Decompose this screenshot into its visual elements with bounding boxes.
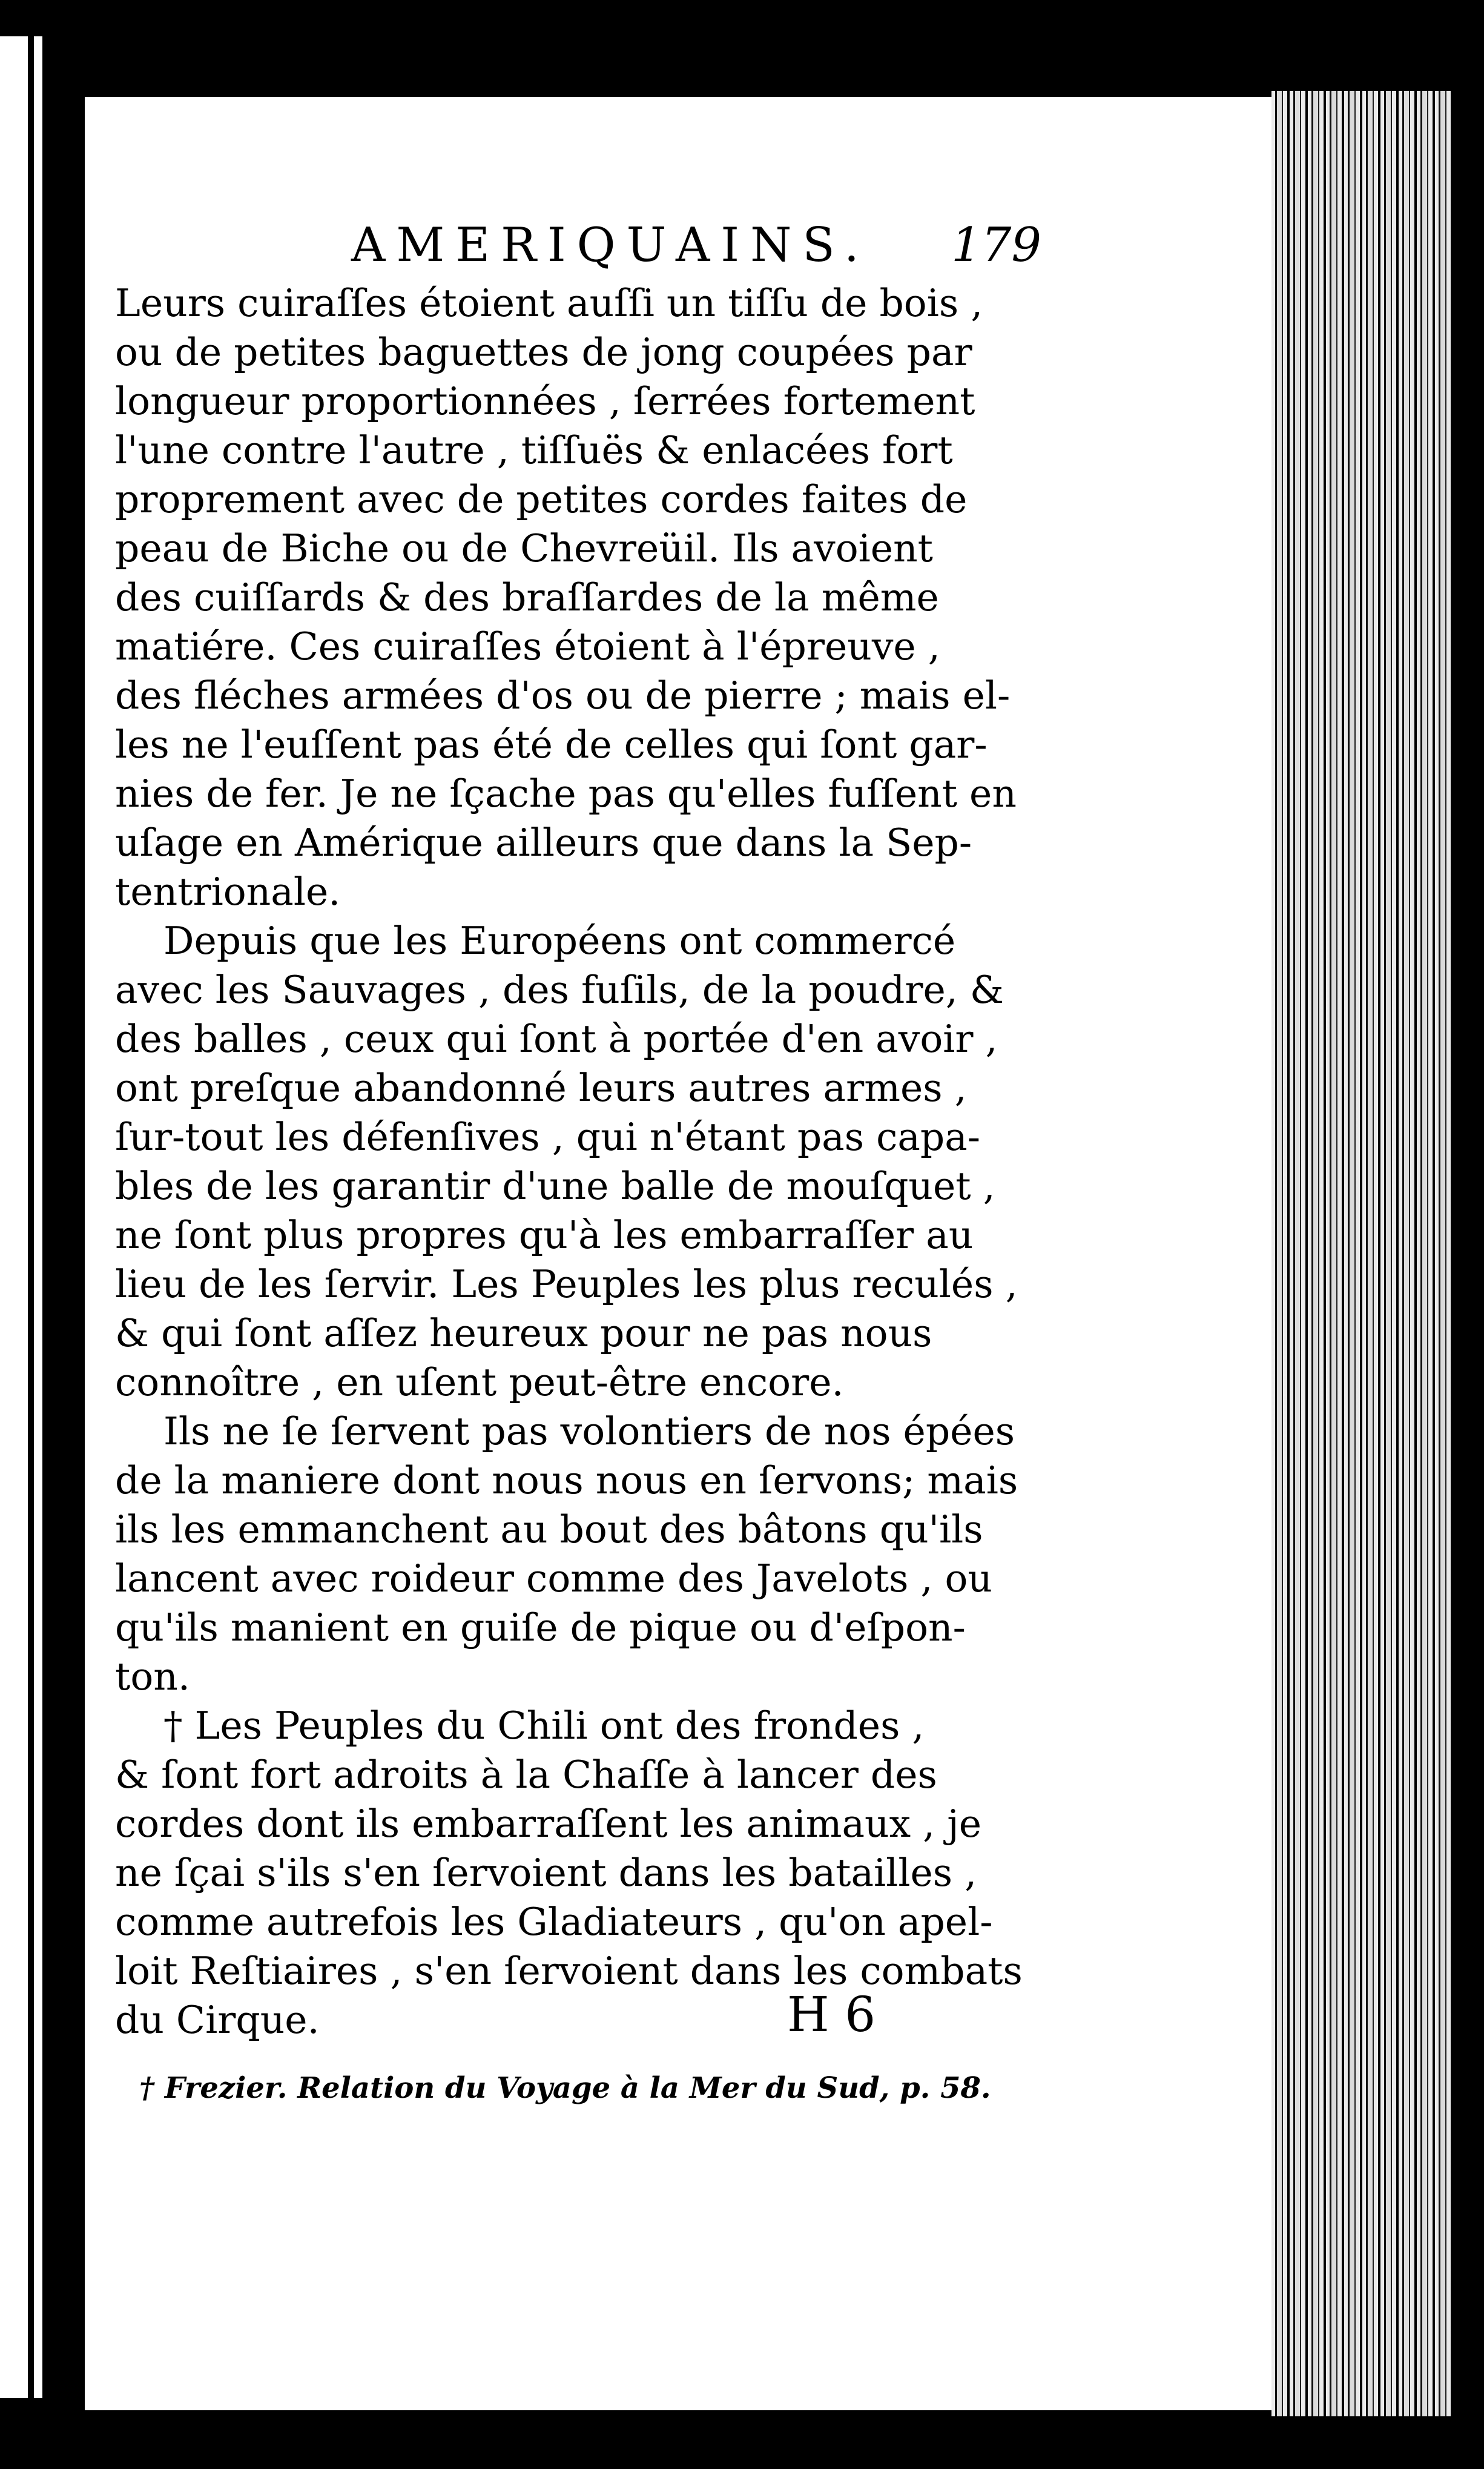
book-spine-edge — [0, 36, 42, 2398]
text-line: cordes dont ils embarraſſent les animaux , je — [115, 1802, 982, 1846]
text-line: ne ſont plus propres qu'à les embarraſſer au — [115, 1213, 974, 1257]
text-line: & ſont fort adroits à la Chaſſe à lancer des — [115, 1753, 937, 1797]
footnote: † Frezier. Relation du Voyage à la Mer du Sud, p. 58. — [139, 2071, 991, 2105]
text-line: avec les Sauvages , des fuſils, de la poudre, & — [115, 968, 1004, 1012]
text-line: Depuis que les Européens ont commercé — [163, 919, 956, 963]
body-text — [115, 279, 1060, 2044]
text-line: ont preſque abandonné leurs autres armes , — [115, 1066, 967, 1110]
text-line: tentrionale. — [115, 870, 341, 914]
text-line: Ils ne ſe ſervent pas volontiers de nos épées — [163, 1409, 1015, 1453]
signature-mark: H 6 — [787, 1986, 876, 2043]
text-line: connoître , en uſent peut-être encore. — [115, 1360, 844, 1404]
text-line: de la maniere dont nous nous en ſervons; mais — [115, 1458, 1018, 1502]
text-line: l'une contre l'autre , tiſſuës & enlacées fort — [115, 428, 953, 472]
text-line: peau de Biche ou de Chevreüil. Ils avoient — [115, 526, 933, 570]
text-line: les ne l'euſſent pas été de celles qui ſont gar- — [115, 722, 988, 767]
paragraph — [115, 916, 1060, 1407]
text-line: des cuiſſards & des braſſardes de la même — [115, 575, 939, 620]
text-line: Leurs cuiraſſes étoient auſſi un tiſſu de bois , — [115, 281, 983, 325]
text-line: matiére. Ces cuiraſſes étoient à l'épreuve , — [115, 624, 940, 669]
paragraph — [115, 1701, 1060, 2044]
text-line: uſage en Amérique ailleurs que dans la Sep- — [115, 821, 972, 865]
text-line: † Les Peuples du Chili ont des frondes , — [163, 1704, 925, 1748]
text-line: proprement avec de petites cordes faites de — [115, 477, 968, 521]
running-title: AMERIQUAINS. — [351, 218, 870, 273]
text-line: ſur-tout les défenſives , qui n'étant pas capa- — [115, 1115, 981, 1159]
paragraph — [115, 1407, 1060, 1701]
text-line: & qui ſont aſſez heureux pour ne pas nous — [115, 1311, 932, 1355]
text-line: des balles , ceux qui ſont à portée d'en avoir , — [115, 1017, 998, 1061]
page-fore-edge — [1271, 91, 1453, 2416]
text-line: nies de fer. Je ne ſçache pas qu'elles fuſſent en — [115, 772, 1017, 816]
text-line: qu'ils manient en guiſe de pique ou d'eſpon- — [115, 1605, 966, 1650]
text-line: ils les emmanchent au bout des bâtons qu'ils — [115, 1507, 983, 1552]
paragraph — [115, 279, 1060, 916]
text-line: bles de les garantir d'une balle de mouſquet , — [115, 1164, 995, 1208]
page-number: 179 — [951, 218, 1041, 273]
text-line: ne ſçai s'ils s'en ſervoient dans les batailles , — [115, 1851, 977, 1895]
text-line: ton. — [115, 1654, 190, 1699]
text-line: lieu de les ſervir. Les Peuples les plus reculés , — [115, 1262, 1018, 1306]
text-line: ou de petites baguettes de jong coupées par — [115, 330, 972, 374]
text-line: du Cirque. — [115, 1998, 320, 2042]
text-line: longueur proportionnées , ſerrées fortement — [115, 379, 975, 423]
text-line: comme autrefois les Gladiateurs , qu'on apel- — [115, 1900, 993, 1944]
text-line: loit Reſtiaires , s'en ſervoient dans les combats — [115, 1949, 1023, 1993]
text-line: lancent avec roideur comme des Javelots , ou — [115, 1556, 992, 1601]
text-line: des fléches armées d'os ou de pierre ; mais el- — [115, 673, 1011, 718]
